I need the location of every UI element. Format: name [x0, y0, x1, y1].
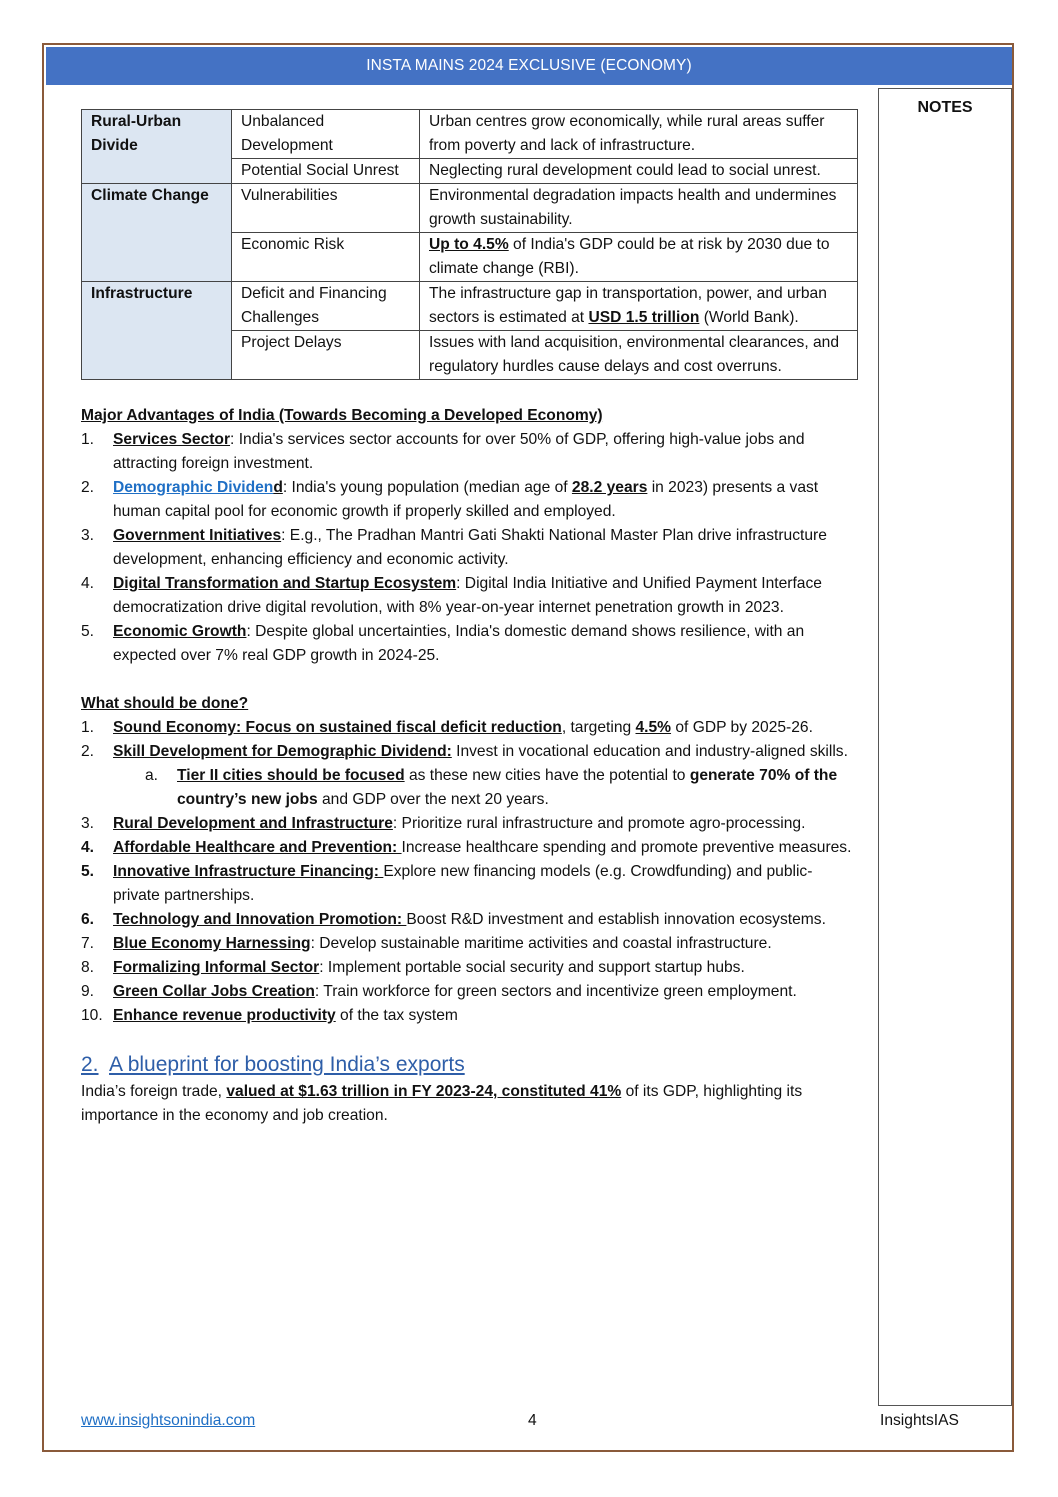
- item-number: 7.: [81, 935, 95, 952]
- notes-title: NOTES: [917, 99, 973, 116]
- para-text: India’s foreign trade,: [81, 1083, 227, 1100]
- list-item: [81, 908, 859, 932]
- sub-cell: Deficit and Financing Challenges: [232, 282, 420, 331]
- item-title: Affordable Healthcare and Prevention:: [113, 839, 402, 856]
- category-cell: Rural-Urban Divide: [82, 110, 232, 184]
- issues-table: [81, 109, 858, 380]
- desc-text: (World Bank).: [699, 309, 799, 326]
- brand-name: InsightsIAS: [880, 1412, 959, 1429]
- list-item: [81, 476, 859, 524]
- sub-cell: Potential Social Unrest: [232, 159, 420, 184]
- item-number: 5.: [81, 623, 95, 640]
- item-number: 9.: [81, 983, 95, 1000]
- item-text: Invest in vocational education and industry-aligned skills.: [451, 743, 848, 760]
- item-number: 8.: [81, 959, 95, 976]
- table-row: [82, 110, 858, 159]
- sub-list-item: [81, 764, 859, 812]
- list-item: [81, 740, 859, 764]
- item-text: Increase healthcare spending and promote preventive measures.: [401, 839, 852, 856]
- list-item: [81, 1004, 859, 1028]
- table-row: [82, 184, 858, 233]
- desc-text: of India's GDP could be at risk by 2030 due to climate change (RBI).: [429, 236, 830, 277]
- item-text: : Develop sustainable maritime activities and coastal infrastructure.: [310, 935, 772, 952]
- page-header: [46, 47, 1012, 85]
- item-title: Sound Economy: Focus on sustained fiscal deficit reduction: [113, 719, 562, 736]
- highlight-value: valued at $1.63 trillion in FY 2023-24, constituted 41%: [226, 1083, 622, 1100]
- item-title: Economic Growth: [113, 623, 247, 640]
- item-number: 2.: [81, 479, 95, 496]
- header-title: INSTA MAINS 2024 EXCLUSIVE (ECONOMY): [366, 57, 692, 74]
- list-item: [81, 860, 859, 908]
- item-text: of GDP by 2025-26.: [671, 719, 813, 736]
- item-number: 1.: [81, 719, 95, 736]
- item-text: : India's young population (median age of: [282, 479, 572, 496]
- item-number: 6.: [81, 911, 95, 928]
- item-title: Technology and Innovation Promotion:: [113, 911, 407, 928]
- desc-cell: Issues with land acquisition, environmental clearances, and regulatory hurdles cause delays and cost overruns.: [420, 331, 858, 380]
- item-text: of the tax system: [335, 1007, 458, 1024]
- sub-cell: Economic Risk: [232, 233, 420, 282]
- item-number: 2.: [81, 743, 95, 760]
- section-2-paragraph: [81, 1080, 859, 1128]
- item-title: Tier II cities should be focused: [177, 767, 405, 784]
- list-item: [81, 572, 859, 620]
- item-title: Rural Development and Infrastructure: [113, 815, 393, 832]
- todo-list: [81, 716, 859, 1028]
- item-title: Formalizing Informal Sector: [113, 959, 320, 976]
- item-number: 3.: [81, 815, 95, 832]
- para-text: of its GDP, highlighting its importance in the economy and job creation.: [81, 1083, 803, 1124]
- list-item: [81, 932, 859, 956]
- sub-cell: Vulnerabilities: [232, 184, 420, 233]
- demographic-dividend-link[interactable]: Demographic Dividen: [113, 479, 274, 496]
- highlight-value: 4.5%: [635, 719, 672, 736]
- item-title: d: [273, 479, 283, 496]
- list-item: [81, 716, 859, 740]
- highlight-value: generate 70% of the country’s new jobs: [177, 767, 838, 808]
- list-item: [81, 812, 859, 836]
- item-text: : Train workforce for green sectors and incentivize green employment.: [314, 983, 797, 1000]
- desc-cell: [420, 282, 858, 331]
- item-text: : Prioritize rural infrastructure and promote agro-processing.: [392, 815, 806, 832]
- item-text: Explore new financing models (e.g. Crowdfunding) and public-private partnerships.: [113, 863, 813, 904]
- list-item: [81, 980, 859, 1004]
- list-item: [81, 620, 859, 668]
- item-text: : India's services sector accounts for over 50% of GDP, offering high-value jobs and attracting foreign investment.: [113, 431, 805, 472]
- notes-panel: [878, 88, 1012, 1406]
- item-number: a.: [145, 767, 159, 784]
- sub-cell: Project Delays: [232, 331, 420, 380]
- list-item: [81, 956, 859, 980]
- highlight-value: 28.2 years: [571, 479, 648, 496]
- item-text: in 2023) presents a vast human capital pool for economic growth if properly skilled and employed.: [113, 479, 819, 520]
- desc-cell: Environmental degradation impacts health and undermines growth sustainability.: [420, 184, 858, 233]
- todo-heading: What should be done?: [81, 695, 249, 712]
- item-title: Green Collar Jobs Creation: [113, 983, 315, 1000]
- item-text: Boost R&D investment and establish innovation ecosystems.: [406, 911, 826, 928]
- item-number: 4.: [81, 575, 95, 592]
- item-title: Enhance revenue productivity: [113, 1007, 336, 1024]
- desc-cell: Urban centres grow economically, while rural areas suffer from poverty and lack of infrastructure.: [420, 110, 858, 159]
- sub-cell: Unbalanced Development: [232, 110, 420, 159]
- item-title: Digital Transformation and Startup Ecosystem: [113, 575, 457, 592]
- item-text: : Digital India Initiative and Unified Payment Interface democratization drive digital revolution, with 8% year-on-year internet penetration growth in 2023.: [113, 575, 822, 616]
- item-number: 5.: [81, 863, 95, 880]
- desc-text: The infrastructure gap in transportation, power, and urban sectors is estimated at: [429, 285, 827, 326]
- item-title: Services Sector: [113, 431, 231, 448]
- section-number: 2.: [81, 1053, 99, 1076]
- list-item: [81, 836, 859, 860]
- item-text: as these new cities have the potential to: [404, 767, 690, 784]
- item-number: 10.: [81, 1007, 103, 1024]
- list-item: [81, 428, 859, 476]
- advantages-heading: Major Advantages of India (Towards Becoming a Developed Economy): [81, 407, 603, 424]
- item-text: : E.g., The Pradhan Mantri Gati Shakti National Master Plan drive infrastructure development, enhancing efficiency and economic activity.: [113, 527, 827, 568]
- section-title: A blueprint for boosting India’s exports: [109, 1053, 465, 1076]
- main-content: [81, 109, 859, 1128]
- item-title: Skill Development for Demographic Dividend:: [113, 743, 452, 760]
- section-2-heading: [81, 1050, 859, 1080]
- desc-cell: [420, 233, 858, 282]
- item-text: , targeting: [561, 719, 636, 736]
- website-link[interactable]: www.insightsonindia.com: [81, 1412, 256, 1429]
- list-item: [81, 524, 859, 572]
- item-text: : Despite global uncertainties, India's domestic demand shows resilience, with an expected over 7% real GDP growth in 2024-25.: [113, 623, 805, 664]
- desc-cell: Neglecting rural development could lead to social unrest.: [420, 159, 858, 184]
- item-number: 3.: [81, 527, 95, 544]
- category-cell: Infrastructure: [82, 282, 232, 380]
- highlight-value: USD 1.5 trillion: [588, 309, 700, 326]
- item-title: Government Initiatives: [113, 527, 282, 544]
- item-number: 1.: [81, 431, 95, 448]
- page-number: 4: [528, 1412, 537, 1429]
- item-title: Blue Economy Harnessing: [113, 935, 311, 952]
- category-cell: Climate Change: [82, 184, 232, 282]
- item-text: : Implement portable social security and support startup hubs.: [319, 959, 745, 976]
- table-row: [82, 282, 858, 331]
- advantages-list: [81, 428, 859, 668]
- item-text: and GDP over the next 20 years.: [317, 791, 549, 808]
- item-number: 4.: [81, 839, 95, 856]
- item-title: Innovative Infrastructure Financing:: [113, 863, 384, 880]
- highlight-value: Up to 4.5%: [429, 236, 509, 253]
